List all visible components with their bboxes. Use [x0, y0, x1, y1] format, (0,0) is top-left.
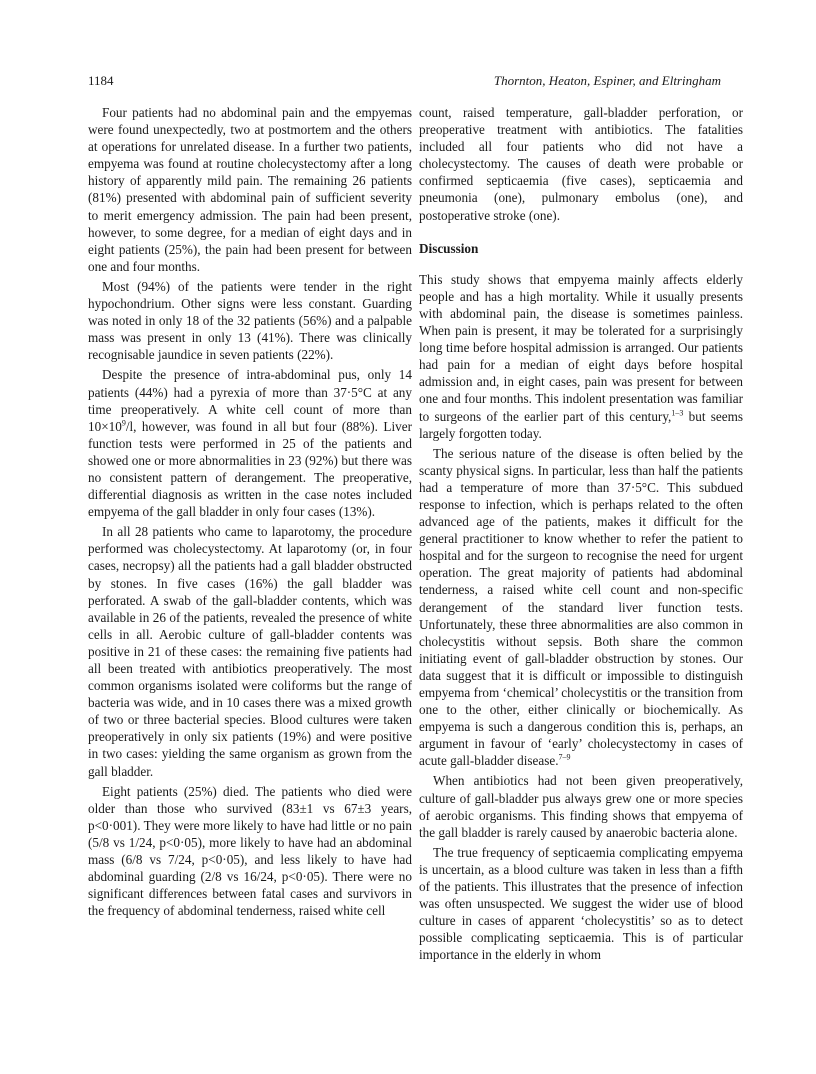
text-segment: This study shows that empyema mainly affects elderly people and has a high mortality. While it usually presents with abdominal pain, the disease is sometimes painless. When pain is present, it may be tolerated for a surprisingly long time before hospital admission is arranged. Our patients had pain for a median of eight days before hospital admission and, in eight cases, pain was present for between one and four months. This indolent presentation was familiar to surgeons of the earlier part of this century,	[419, 271, 743, 424]
right-column	[419, 104, 743, 967]
section-heading-discussion: Discussion	[419, 240, 479, 256]
text-segment: Despite the presence of intra-abdominal pus, only 14 patients (44%) had a pyrexia of more than 37·5°C at any time preoperatively. A white cell count of more than 10×10	[88, 367, 412, 434]
text-segment: The serious nature of the disease is often belied by the scanty physical signs. In particular, less than half the patients had a temperature of more than 37·5°C. This subdued response to infection, which is perhaps related to the often advanced age of the patients, makes it difficult for the general practitioner to know whether to refer the patient to hospital and for the surgeon to recognise the need for urgent operation. The great majority of patients had abdominal tenderness, a raised white cell count and non-specific derangement of the standard liver function tests. Unfortunately, these three abnormalities are also common in cholecystitis without sepsis. Both share the common initiating event of gall-bladder obstruction by stones. Our data suggest that it is difficult or impossible to distinguish empyema from ‘chemical’ cholecystitis or the transition from one to the other, either clinically or biochemically. As empyema is such a dangerous condition this is, perhaps, an argument in favour of ‘early’ cholecystectomy in cases of acute gall-bladder disease.	[419, 445, 743, 769]
paragraph-antibiotics: When antibiotics had not been given preoperatively, culture of gall-bladder pus always grew one or more species of aerobic organisms. This finding shows that empyema of the gall bladder is rarely caused by anaerobic bacteria alone.	[419, 773, 743, 840]
paragraph-septicaemia: The true frequency of septicaemia complicating empyema is uncertain, as a blood culture was taken in less than a fifth of the patients. This illustrates that the presence of infection was often unsuspected. We suggest the wider use of blood culture in cases of apparent ‘cholecystitis’ so as to detect possible complicating septicaemia. This is of particular importance in the elderly in whom	[419, 844, 743, 963]
page-number: 1184	[88, 73, 114, 88]
text-segment: /l, however, was found in all but four (88%). Liver function tests were performed in 25 of the patients and showed one or more abnormalities in 23 (92%) but there was no consistent pattern of derangement. The preoperative, differential diagnosis as written in the case notes included empyema of the gall bladder in only four cases (13%).	[88, 418, 412, 520]
paragraph-physical-signs	[419, 445, 743, 770]
paragraph-symptoms: Four patients had no abdominal pain and the empyemas were found unexpectedly, two at postmortem and the others at operations for unrelated disease. In a further two patients, empyema was found at routine cholecystectomy after a long history of apparently mild pain. The remaining 26 patients (81%) presented with abdominal pain of sufficient severity to merit emergency admission. The pain had been present, however, to some degree, for a median of eight days and in eight patients (25%), the pain had been present for between one and four months.	[88, 105, 412, 274]
paragraph-discussion-intro	[419, 271, 743, 442]
superscript: 9	[121, 418, 126, 428]
paragraph-signs: Most (94%) of the patients were tender in the right hypochondrium. Other signs were less constant. Guarding was noted in only 18 of the 32 patients (56%) and a palpable mass was present in only 13 (41%). There was clinically recognisable jaundice in seven patients (22%).	[88, 278, 412, 363]
paragraph-investigations	[88, 366, 412, 520]
citation: 1–3	[671, 408, 684, 418]
running-head: Thornton, Heaton, Espiner, and Eltringham	[493, 73, 721, 88]
text-segment: but seems largely forgotten today.	[419, 408, 743, 441]
left-column	[88, 104, 412, 922]
paragraph-laparotomy: In all 28 patients who came to laparotomy, the procedure performed was cholecystectomy. At laparotomy (or, in four cases, necropsy) all the patients had a gall bladder obstructed by stones. In five cases (16%) the gall bladder was perforated. A swab of the gall-bladder contents, which was available in 26 of the patients, revealed the presence of white cells in all. Aerobic culture of gall-bladder contents was positive in 21 of these cases: the remaining five patients had all been treated with antibiotics preoperatively. The most common organisms isolated were coliforms but the range of bacteria was wide, and in 10 cases there was a mixed growth of two or three bacterial species. Blood cultures were taken preoperatively in only six patients (19%) and were positive in two cases: yielding the same organism as grown from the gall bladder.	[88, 524, 412, 779]
paragraph-mortality: Eight patients (25%) died. The patients who died were older than those who survived (83±1 vs 67±3 years, p<0·001). They were more likely to have had little or no pain (5/8 vs 1/24, p<0·05), more likely to have had an abdominal mass (6/8 vs 7/24, p<0·05), and less likely to have had abdominal guarding (2/8 vs 16/24, p<0·05). There were no significant differences between fatal cases and survivors in the frequency of abdominal tenderness, raised white cell	[88, 783, 412, 919]
paragraph-fatalities: count, raised temperature, gall-bladder perforation, or preoperative treatment with antibiotics. The fatalities included all four patients who did not have a cholecystectomy. The causes of death were probable or confirmed septicaemia (five cases), septicaemia and pneumonia (one), pulmonary embolus (one), and postoperative stroke (one).	[419, 105, 743, 223]
citation: 7–9	[558, 752, 571, 762]
